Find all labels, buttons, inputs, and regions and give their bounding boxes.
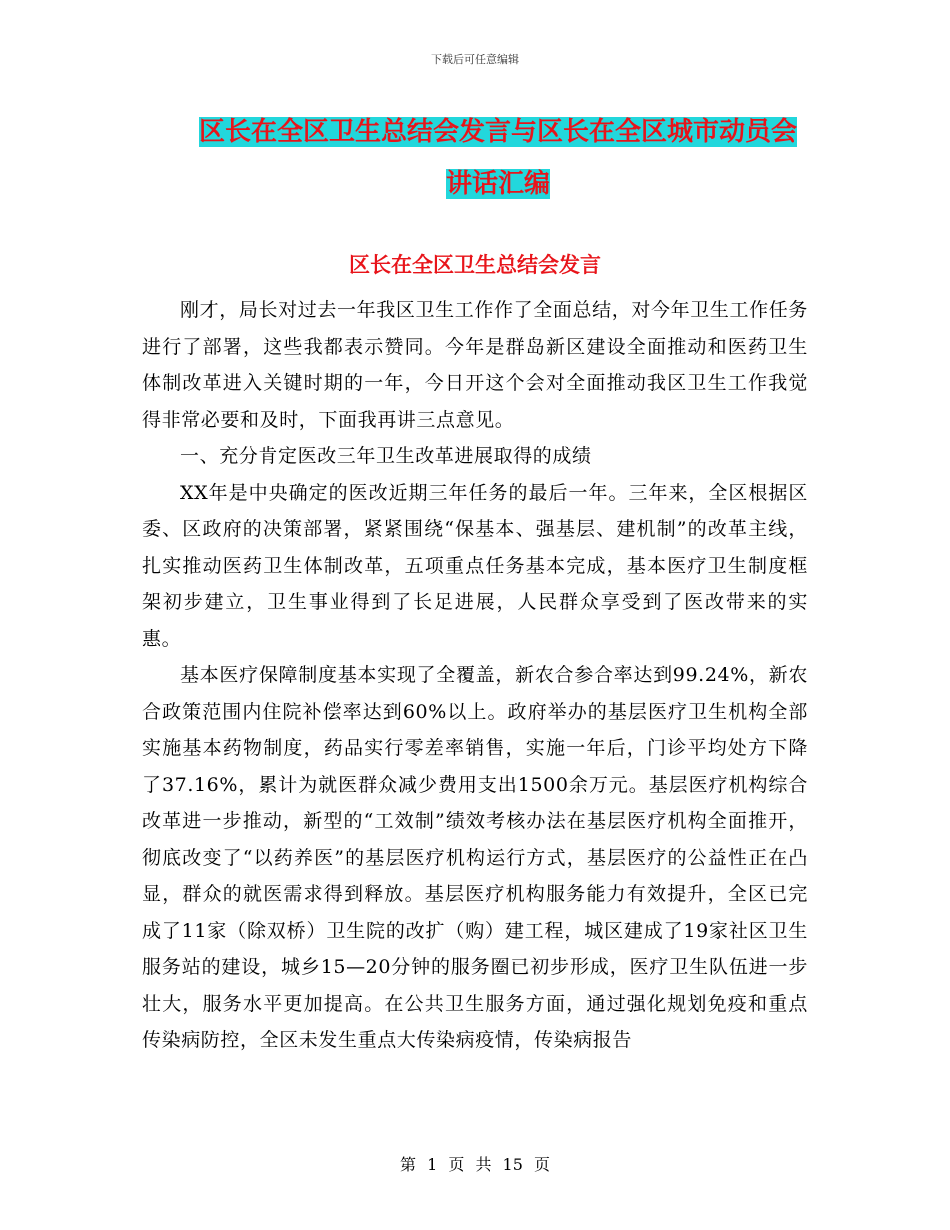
document-body: [142, 292, 808, 1059]
paragraph: 基本医疗保障制度基本实现了全覆盖，新农合参合率达到99.24%，新农合政策范围内住院补偿率达到60%以上。政府举办的基层医疗卫生机构全部实施基本药物制度，药品实行零差率销售，实施一年后，门诊平均处方下降了37.16%，累计为就医群众减少费用支出1500余万元。基层医疗机构综合改革进一步推动，新型的“工效制”绩效考核办法在基层医疗机构全面推开，彻底改变了“以药养医”的基层医疗机构运行方式，基层医疗的公益性正在凸显，群众的就医需求得到释放。基层医疗机构服务能力有效提升，全区已完成了11家（除双桥）卫生院的改扩（购）建工程，城区建成了19家社区卫生服务站的建设，城乡15—20分钟的服务圈已初步形成，医疗卫生队伍进一步壮大，服务水平更加提高。在公共卫生服务方面，通过强化规划免疫和重点传染病防控，全区未发生重点大传染病疫情，传染病报告: [142, 664, 808, 1051]
document-title-text: 区长在全区卫生总结会发言与区长在全区城市动员会讲话汇编: [198, 117, 797, 199]
section-title: 区长在全区卫生总结会发言: [349, 253, 601, 277]
paragraph: 刚才，局长对过去一年我区卫生工作作了全面总结，对今年卫生工作任务进行了部署，这些我都表示赞同。今年是群岛新区建设全面推动和医药卫生体制改革进入关键时期的一年，今日开这个会对全面推动我区卫生工作我觉得非常必要和及时，下面我再讲三点意见。: [142, 299, 808, 431]
paragraph: 一、充分肯定医改三年卫生改革进展取得的成绩: [180, 445, 592, 467]
paragraph: XX年是中央确定的医改近期三年任务的最后一年。三年来，全区根据区委、区政府的决策部署，紧紧围绕“保基本、强基层、建机制”的改革主线，扎实推动医药卫生体制改革，五项重点任务基本完成，基本医疗卫生制度框架初步建立，卫生事业得到了长足进展，人民群众享受到了医改带来的实惠。: [142, 481, 808, 650]
page-number-footer: 第 1 页 共 15 页: [400, 1155, 550, 1174]
page-header-note: 下载后可任意编辑: [431, 53, 519, 66]
document-title: [192, 106, 804, 210]
